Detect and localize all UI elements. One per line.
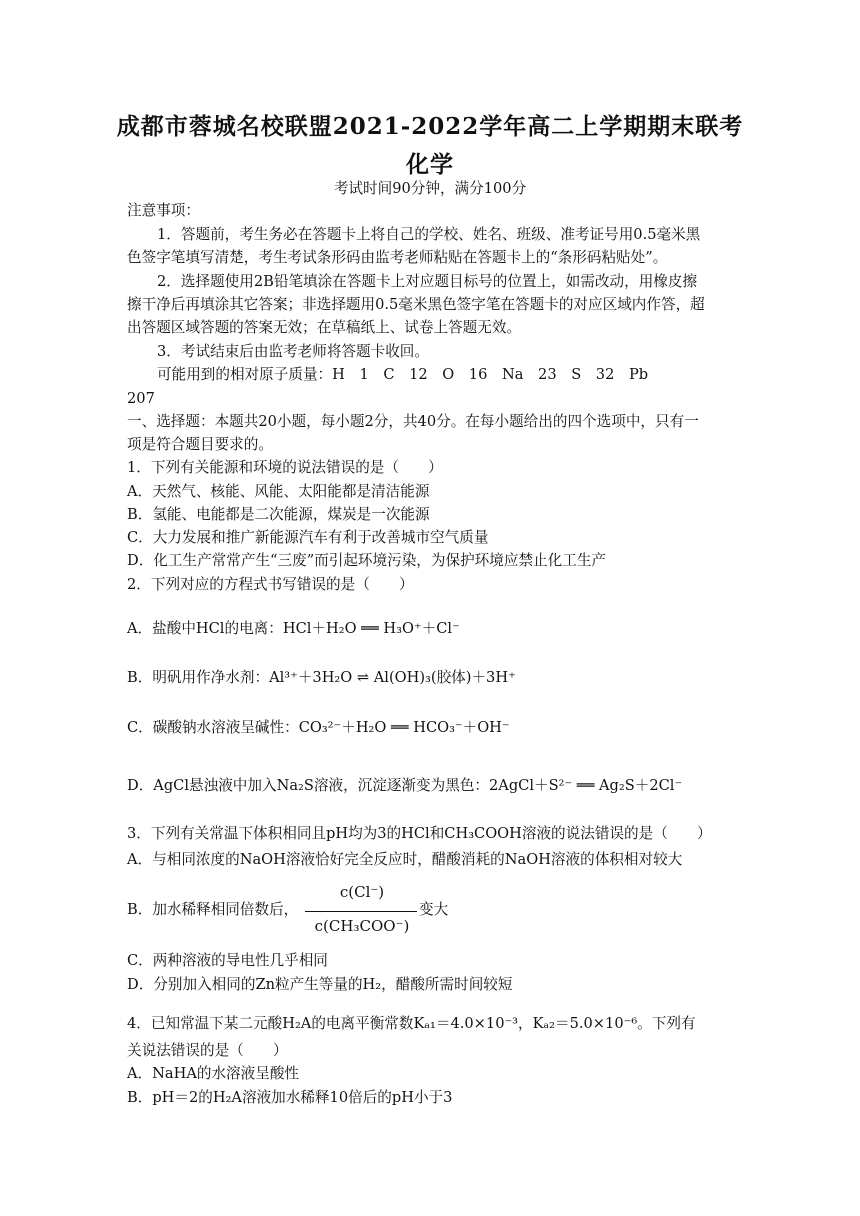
- question-1-option-b: B．氢能、电能都是二次能源，煤炭是一次能源: [127, 506, 430, 523]
- question-3-option-d: D．分别加入相同的Zn粒产生等量的H₂，醋酸所需时间较短: [127, 976, 513, 993]
- note-1-line-1: 1．答题前，考生务必在答题卡上将自己的学校、姓名、班级、准考证号用0.5毫米黑: [157, 226, 701, 243]
- fraction-bar: [305, 911, 417, 912]
- note-2-line-1: 2．选择题使用2B铅笔填涂在答题卡上对应题目标号的位置上，如需改动，用橡皮擦: [157, 273, 698, 290]
- section-heading-cont: 项是符合题目要求的。: [127, 436, 273, 453]
- question-2-option-a: A．盐酸中HCl的电离：HCl＋H₂O ══ H₃O⁺＋Cl⁻: [127, 620, 460, 637]
- question-1-option-d: D．化工生产常常产生“三废”而引起环境污染，为保护环境应禁止化工生产: [127, 552, 607, 569]
- atomic-masses-cont: 207: [127, 390, 155, 407]
- question-2-stem: 2．下列对应的方程式书写错误的是（ ）: [127, 576, 414, 593]
- atomic-masses: 可能用到的相对原子质量：H 1 C 12 O 16 Na 23 S 32 Pb: [157, 366, 649, 383]
- question-1-option-c: C．大力发展和推广新能源汽车有利于改善城市空气质量: [127, 529, 489, 546]
- question-4-stem-cont: 关说法错误的是（ ）: [127, 1042, 288, 1059]
- question-1-option-a: A．天然气、核能、风能、太阳能都是清洁能源: [127, 483, 430, 500]
- question-3-option-b-prefix: B．加水稀释相同倍数后，: [127, 901, 299, 918]
- note-2-line-2: 擦干净后再填涂其它答案；非选择题用0.5毫米黑色签字笔在答题卡的对应区域内作答，超: [127, 296, 705, 313]
- question-3-stem: 3．下列有关常温下体积相同且pH均为3的HCl和CH₃COOH溶液的说法错误的是（ ）: [127, 825, 712, 842]
- question-2-option-b: B．明矾用作净水剂：Al³⁺＋3H₂O ⇌ Al(OH)₃(胶体)＋3H⁺: [127, 669, 516, 686]
- question-4-stem: 4．已知常温下某二元酸H₂A的电离平衡常数Kₐ₁＝4.0×10⁻³，Kₐ₂＝5.0×10⁻⁶。下列有: [127, 1015, 696, 1032]
- note-1-line-2: 色签字笔填写清楚，考生考试条形码由监考老师粘贴在答题卡上的“条形码粘贴处”。: [127, 249, 668, 266]
- exam-title: 成都市蓉城名校联盟2021-2022学年高二上学期期末联考: [116, 113, 744, 140]
- fraction-denominator: c(CH₃COO⁻): [314, 917, 410, 935]
- question-1-stem: 1．下列有关能源和环境的说法错误的是（ ）: [127, 459, 443, 476]
- question-3-option-b-suffix: 变大: [419, 901, 449, 918]
- question-4-option-a: A．NaHA的水溶液呈酸性: [127, 1065, 300, 1082]
- fraction-numerator: c(Cl⁻): [339, 883, 385, 901]
- exam-duration: 考试时间90分钟，满分100分: [333, 180, 527, 197]
- section-heading: 一、选择题：本题共20小题，每小题2分，共40分。在每小题给出的四个选项中，只有一: [127, 413, 699, 430]
- question-2-option-c: C．碳酸钠水溶液呈碱性：CO₃²⁻＋H₂O ══ HCO₃⁻＋OH⁻: [127, 719, 510, 736]
- question-3-option-a: A．与相同浓度的NaOH溶液恰好完全反应时，醋酸消耗的NaOH溶液的体积相对较大: [127, 851, 683, 868]
- note-2-line-3: 出答题区域答题的答案无效；在草稿纸上、试卷上答题无效。: [127, 319, 522, 336]
- question-2-option-d: D．AgCl悬浊液中加入Na₂S溶液，沉淀逐渐变为黑色：2AgCl＋S²⁻ ══ Ag₂S＋2Cl⁻: [127, 777, 683, 794]
- question-4-option-b: B．pH＝2的H₂A溶液加水稀释10倍后的pH小于3: [127, 1089, 453, 1106]
- subject-title: 化学: [406, 151, 454, 178]
- notes-heading: 注意事项：: [127, 202, 200, 219]
- note-3: 3．考试结束后由监考老师将答题卡收回。: [157, 343, 429, 360]
- question-3-option-c: C．两种溶液的导电性几乎相同: [127, 952, 328, 969]
